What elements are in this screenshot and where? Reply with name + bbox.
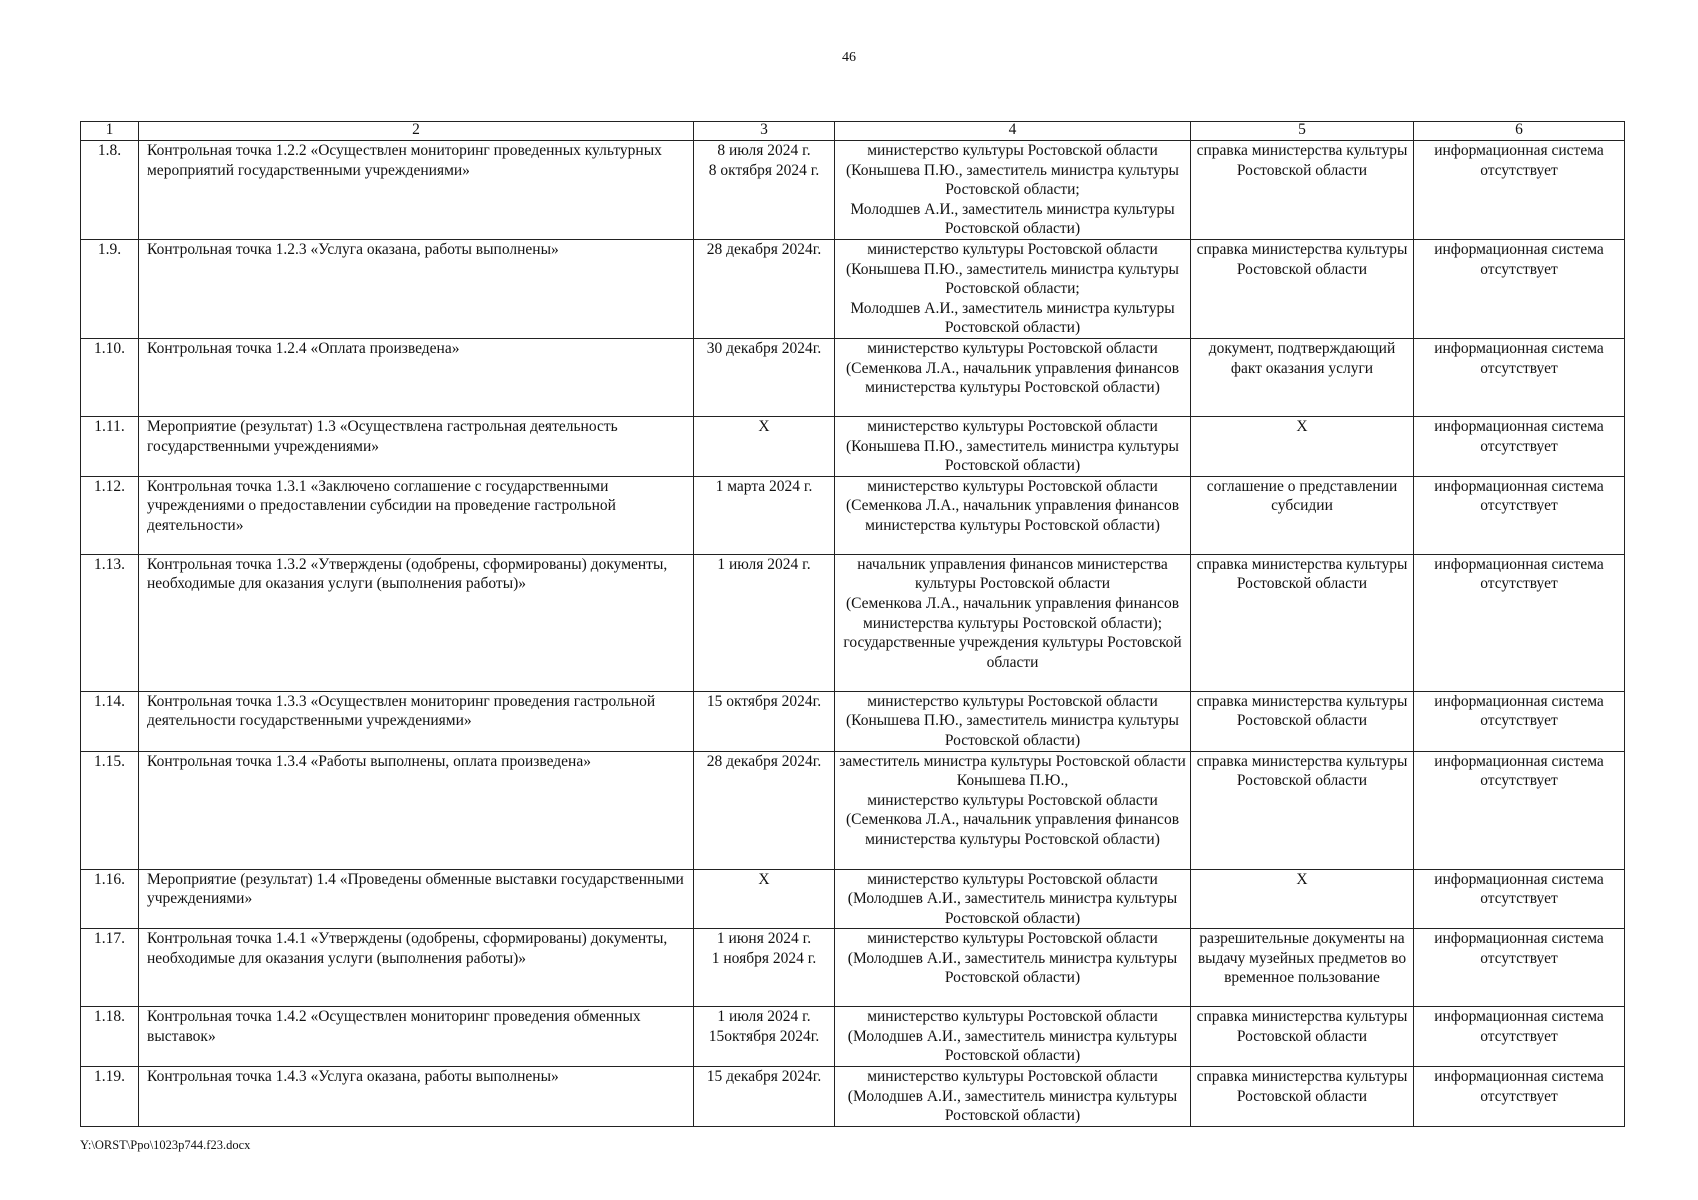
deadline-cell: X bbox=[694, 416, 835, 476]
row-number-cell: 1.8. bbox=[81, 141, 139, 240]
responsible-cell: министерство культуры Ростовской области (Молодшев А.И., заместитель министра культуры Ростовской области) bbox=[835, 1067, 1191, 1127]
deadline-cell: 28 декабря 2024г. bbox=[694, 751, 835, 869]
document-type-cell: X bbox=[1191, 869, 1414, 929]
event-name-cell: Контрольная точка 1.2.2 «Осуществлен мониторинг проведенных культурных мероприятий государственными учреждениями» bbox=[139, 141, 694, 240]
event-name-cell: Контрольная точка 1.4.1 «Утверждены (одобрены, сформированы) документы, необходимые для оказания услуги (выполнения работы)» bbox=[139, 929, 694, 1007]
responsible-cell: министерство культуры Ростовской области (Конышева П.Ю., заместитель министра культуры Ростовской области; Молодшев А.И., заместитель министра культуры Ростовской области) bbox=[835, 239, 1191, 338]
document-type-cell: справка министерства культуры Ростовской области bbox=[1191, 1067, 1414, 1127]
responsible-cell: министерство культуры Ростовской области (Конышева П.Ю., заместитель министра культуры Ростовской области) bbox=[835, 691, 1191, 751]
responsible-cell: заместитель министра культуры Ростовской области Конышева П.Ю., министерство культуры Ростовской области (Семенкова Л.А., начальник управления финансов министерства культуры Ростовской области) bbox=[835, 751, 1191, 869]
table-row bbox=[81, 476, 1625, 554]
event-name-cell: Мероприятие (результат) 1.4 «Проведены обменные выставки государственными учреждениями» bbox=[139, 869, 694, 929]
table-row bbox=[81, 141, 1625, 240]
row-number-cell: 1.16. bbox=[81, 869, 139, 929]
row-number-cell: 1.10. bbox=[81, 338, 139, 416]
information-system-cell: информационная система отсутствует bbox=[1414, 1067, 1625, 1127]
responsible-cell: министерство культуры Ростовской области (Конышева П.Ю., заместитель министра культуры Ростовской области; Молодшев А.И., заместитель министра культуры Ростовской области) bbox=[835, 141, 1191, 240]
document-type-cell: X bbox=[1191, 416, 1414, 476]
responsible-cell: министерство культуры Ростовской области (Молодшев А.И., заместитель министра культуры Ростовской области) bbox=[835, 869, 1191, 929]
table-row bbox=[81, 1067, 1625, 1127]
page-number: 46 bbox=[842, 50, 856, 65]
event-name-cell: Контрольная точка 1.4.2 «Осуществлен мониторинг проведения обменных выставок» bbox=[139, 1007, 694, 1067]
row-number-cell: 1.13. bbox=[81, 554, 139, 691]
event-name-cell: Контрольная точка 1.3.4 «Работы выполнены, оплата произведена» bbox=[139, 751, 694, 869]
document-type-cell: справка министерства культуры Ростовской области bbox=[1191, 141, 1414, 240]
information-system-cell: информационная система отсутствует bbox=[1414, 141, 1625, 240]
column-number-cell: 3 bbox=[694, 122, 835, 141]
deadline-cell: 1 марта 2024 г. bbox=[694, 476, 835, 554]
information-system-cell: информационная система отсутствует bbox=[1414, 929, 1625, 1007]
deadline-cell: 30 декабря 2024г. bbox=[694, 338, 835, 416]
table-row bbox=[81, 239, 1625, 338]
deadline-cell: 15 декабря 2024г. bbox=[694, 1067, 835, 1127]
event-name-cell: Контрольная точка 1.3.1 «Заключено соглашение с государственными учреждениями о предоставлении субсидии на проведение гастрольной деятельности» bbox=[139, 476, 694, 554]
information-system-cell: информационная система отсутствует bbox=[1414, 751, 1625, 869]
row-number-cell: 1.12. bbox=[81, 476, 139, 554]
information-system-cell: информационная система отсутствует bbox=[1414, 338, 1625, 416]
document-type-cell: разрешительные документы на выдачу музейных предметов во временное пользование bbox=[1191, 929, 1414, 1007]
column-number-cell: 4 bbox=[835, 122, 1191, 141]
event-name-cell: Контрольная точка 1.4.3 «Услуга оказана, работы выполнены» bbox=[139, 1067, 694, 1127]
document-type-cell: справка министерства культуры Ростовской области bbox=[1191, 751, 1414, 869]
table-row bbox=[81, 869, 1625, 929]
event-name-cell: Контрольная точка 1.2.3 «Услуга оказана, работы выполнены» bbox=[139, 239, 694, 338]
row-number-cell: 1.17. bbox=[81, 929, 139, 1007]
event-name-cell: Контрольная точка 1.3.2 «Утверждены (одобрены, сформированы) документы, необходимые для оказания услуги (выполнения работы)» bbox=[139, 554, 694, 691]
deadline-cell: X bbox=[694, 869, 835, 929]
table-row bbox=[81, 751, 1625, 869]
information-system-cell: информационная система отсутствует bbox=[1414, 691, 1625, 751]
row-number-cell: 1.11. bbox=[81, 416, 139, 476]
deadline-cell: 1 июля 2024 г. bbox=[694, 554, 835, 691]
table-row bbox=[81, 929, 1625, 1007]
information-system-cell: информационная система отсутствует bbox=[1414, 869, 1625, 929]
deadline-cell: 1 июня 2024 г. 1 ноября 2024 г. bbox=[694, 929, 835, 1007]
document-type-cell: соглашение о представлении субсидии bbox=[1191, 476, 1414, 554]
table-row bbox=[81, 554, 1625, 691]
responsible-cell: министерство культуры Ростовской области (Семенкова Л.А., начальник управления финансов министерства культуры Ростовской области) bbox=[835, 338, 1191, 416]
row-number-cell: 1.14. bbox=[81, 691, 139, 751]
responsible-cell: министерство культуры Ростовской области (Конышева П.Ю., заместитель министра культуры Ростовской области) bbox=[835, 416, 1191, 476]
deadline-cell: 28 декабря 2024г. bbox=[694, 239, 835, 338]
column-number-row bbox=[81, 122, 1625, 141]
information-system-cell: информационная система отсутствует bbox=[1414, 416, 1625, 476]
row-number-cell: 1.19. bbox=[81, 1067, 139, 1127]
deadline-cell: 1 июля 2024 г. 15октября 2024г. bbox=[694, 1007, 835, 1067]
document-type-cell: справка министерства культуры Ростовской области bbox=[1191, 239, 1414, 338]
column-number-cell: 2 bbox=[139, 122, 694, 141]
responsible-cell: министерство культуры Ростовской области (Молодшев А.И., заместитель министра культуры Ростовской области) bbox=[835, 1007, 1191, 1067]
column-number-cell: 5 bbox=[1191, 122, 1414, 141]
footer-file-path: Y:\ORST\Ppo\1023p744.f23.docx bbox=[80, 1138, 251, 1152]
information-system-cell: информационная система отсутствует bbox=[1414, 476, 1625, 554]
control-points-table-container bbox=[80, 121, 1624, 1127]
row-number-cell: 1.18. bbox=[81, 1007, 139, 1067]
information-system-cell: информационная система отсутствует bbox=[1414, 1007, 1625, 1067]
column-number-cell: 6 bbox=[1414, 122, 1625, 141]
document-type-cell: справка министерства культуры Ростовской области bbox=[1191, 1007, 1414, 1067]
responsible-cell: министерство культуры Ростовской области (Семенкова Л.А., начальник управления финансов министерства культуры Ростовской области) bbox=[835, 476, 1191, 554]
deadline-cell: 8 июля 2024 г. 8 октября 2024 г. bbox=[694, 141, 835, 240]
information-system-cell: информационная система отсутствует bbox=[1414, 239, 1625, 338]
event-name-cell: Контрольная точка 1.2.4 «Оплата произведена» bbox=[139, 338, 694, 416]
document-type-cell: справка министерства культуры Ростовской области bbox=[1191, 691, 1414, 751]
deadline-cell: 15 октября 2024г. bbox=[694, 691, 835, 751]
table-row bbox=[81, 416, 1625, 476]
table-body bbox=[81, 122, 1625, 1127]
information-system-cell: информационная система отсутствует bbox=[1414, 554, 1625, 691]
control-points-table bbox=[80, 121, 1625, 1127]
row-number-cell: 1.9. bbox=[81, 239, 139, 338]
row-number-cell: 1.15. bbox=[81, 751, 139, 869]
table-row bbox=[81, 1007, 1625, 1067]
table-row bbox=[81, 691, 1625, 751]
table-row bbox=[81, 338, 1625, 416]
document-type-cell: справка министерства культуры Ростовской области bbox=[1191, 554, 1414, 691]
responsible-cell: министерство культуры Ростовской области (Молодшев А.И., заместитель министра культуры Ростовской области) bbox=[835, 929, 1191, 1007]
column-number-cell: 1 bbox=[81, 122, 139, 141]
event-name-cell: Мероприятие (результат) 1.3 «Осуществлена гастрольная деятельность государственными учреждениями» bbox=[139, 416, 694, 476]
responsible-cell: начальник управления финансов министерства культуры Ростовской области (Семенкова Л.А., начальник управления финансов министерства культуры Ростовской области); государственные учреждения культуры Ростовской области bbox=[835, 554, 1191, 691]
event-name-cell: Контрольная точка 1.3.3 «Осуществлен мониторинг проведения гастрольной деятельности государственными учреждениями» bbox=[139, 691, 694, 751]
document-type-cell: документ, подтверждающий факт оказания услуги bbox=[1191, 338, 1414, 416]
